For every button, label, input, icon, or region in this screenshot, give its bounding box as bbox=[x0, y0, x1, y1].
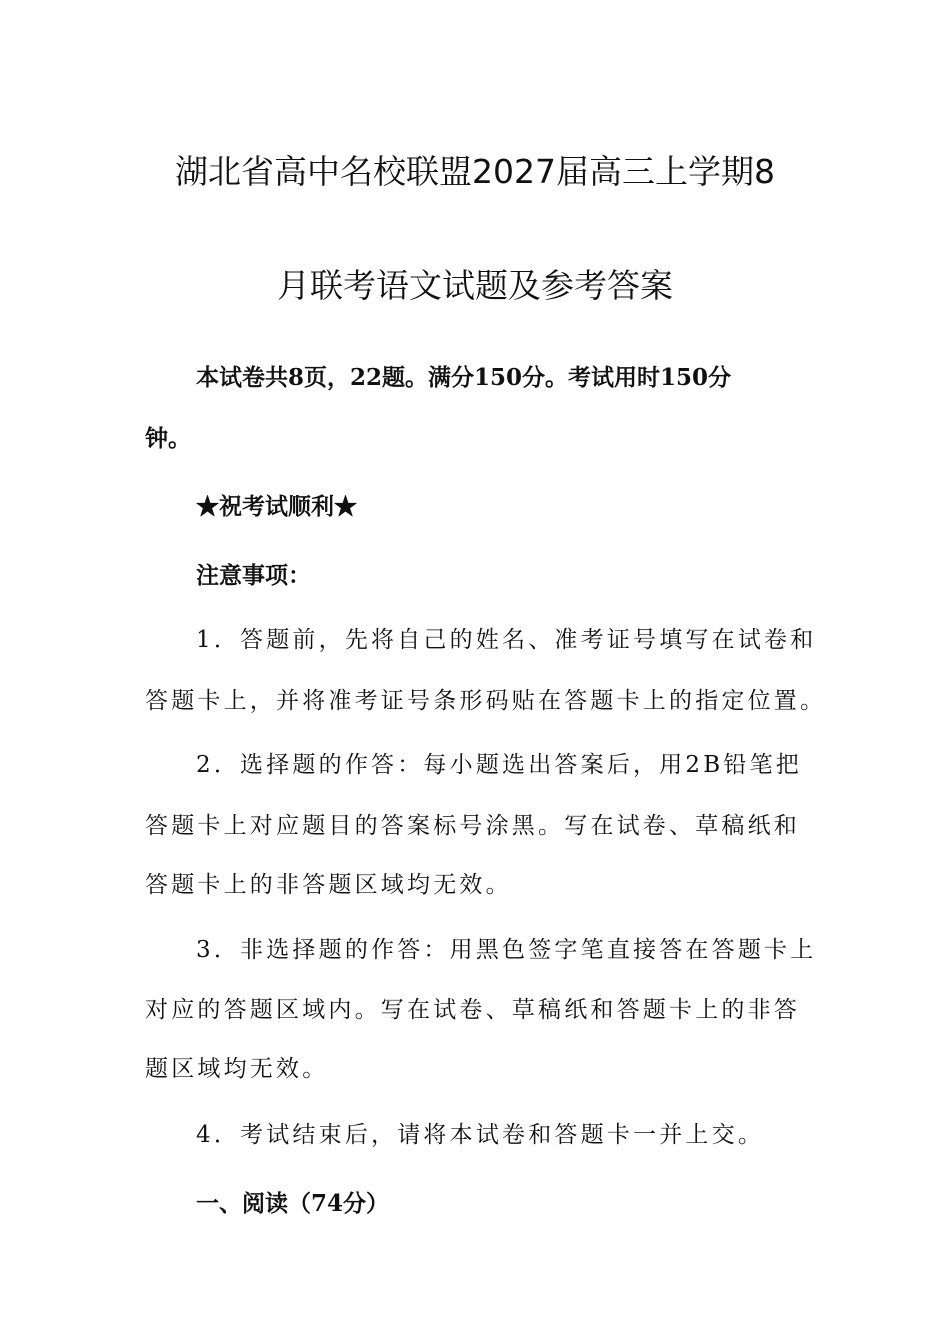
notice-item-1-line-1: 1．答题前，先将自己的姓名、准考证号填写在试卷和 bbox=[196, 627, 817, 653]
notice-item-2-line-2: 答题卡上对应题目的答案标号涂黑。写在试卷、草稿纸和 bbox=[145, 813, 800, 839]
notice-item-2-line-3: 答题卡上的非答题区域均无效。 bbox=[145, 872, 512, 898]
intro-line-1: 本试卷共8页，22题。满分150分。考试用时150分 bbox=[196, 364, 732, 391]
wish-text: ★祝考试顺利★ bbox=[196, 493, 357, 520]
notice-item-4-line-1: 4．考试结束后，请将本试卷和答题卡一并上交。 bbox=[196, 1122, 765, 1148]
document-title-line-1: 湖北省高中名校联盟2027届高三上学期8 bbox=[175, 152, 775, 191]
notice-heading: 注意事项： bbox=[196, 562, 311, 589]
notice-item-3-line-3: 题区域均无效。 bbox=[145, 1056, 329, 1082]
section-heading-reading: 一、阅读（74分） bbox=[196, 1190, 390, 1217]
intro-line-2: 钟。 bbox=[145, 425, 191, 452]
notice-item-2-line-1: 2．选择题的作答：每小题选出答案后，用2B铅笔把 bbox=[196, 752, 802, 778]
notice-item-3-line-1: 3．非选择题的作答：用黑色签字笔直接答在答题卡上 bbox=[196, 937, 817, 963]
document-title-line-2: 月联考语文试题及参考答案 bbox=[277, 266, 673, 305]
notice-item-1-line-2: 答题卡上，并将准考证号条形码贴在答题卡上的指定位置。 bbox=[145, 688, 827, 714]
notice-item-3-line-2: 对应的答题区域内。写在试卷、草稿纸和答题卡上的非答 bbox=[145, 997, 800, 1023]
